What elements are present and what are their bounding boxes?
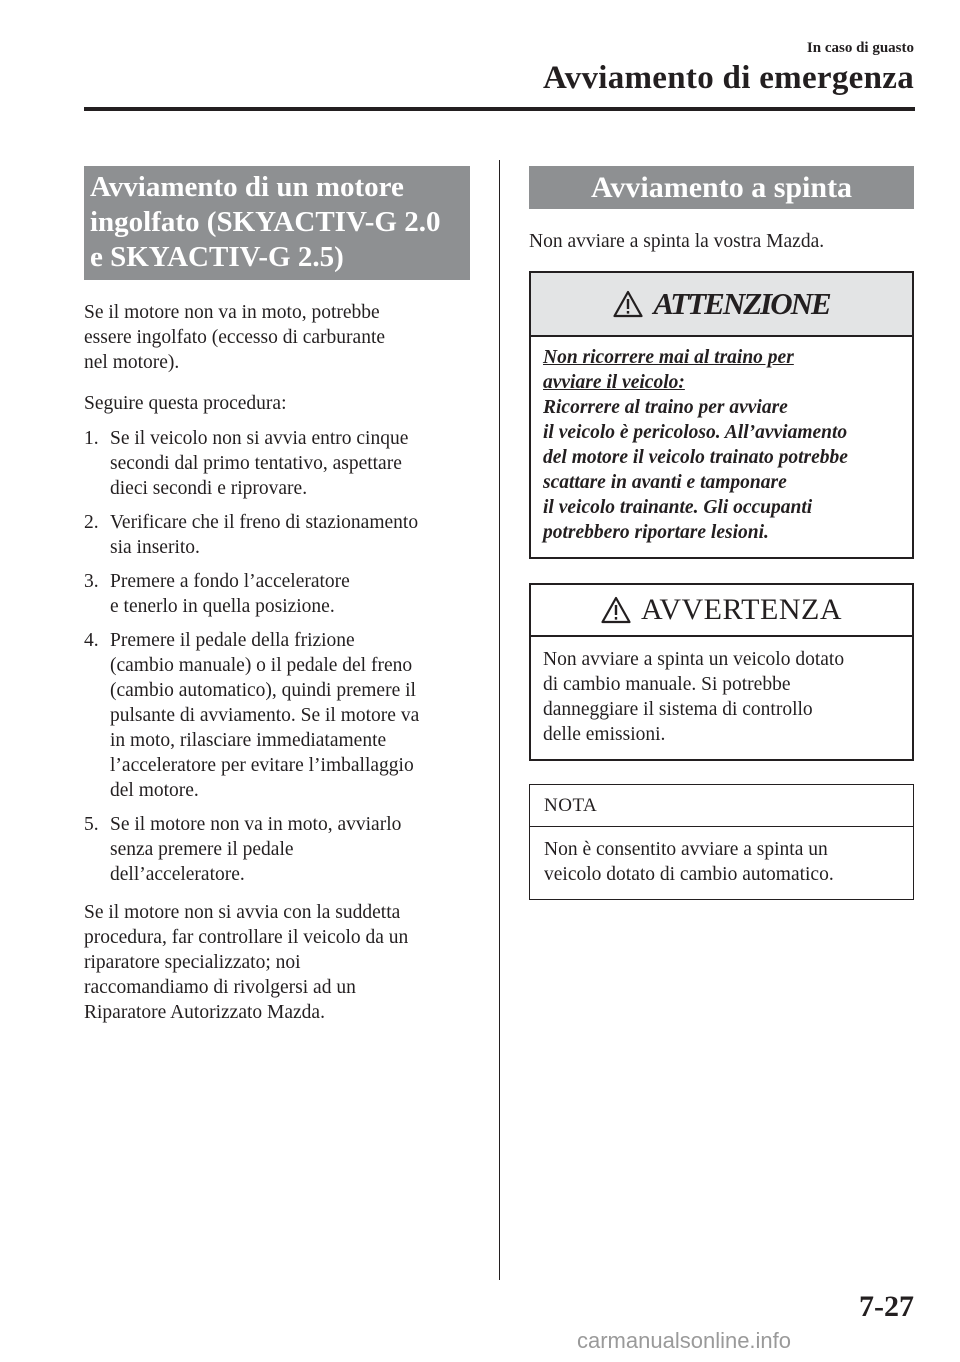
procedure-step-5 — [84, 812, 470, 887]
heading-line: ingolfato (SKYACTIV-G 2.0 — [90, 206, 441, 238]
avvertenza-box — [529, 583, 914, 761]
step-text — [110, 569, 470, 619]
text-line: secondi dal primo tentativo, aspettare — [110, 453, 402, 474]
text-line: Non avviare a spinta un veicolo dotato — [543, 649, 845, 670]
nota-body — [530, 827, 913, 899]
avvertenza-body — [531, 637, 912, 759]
text-line: essere ingolfato (eccesso di carburante — [84, 327, 386, 348]
text-line: dell’acceleratore. — [110, 864, 245, 885]
text-line: del motore. — [110, 780, 199, 801]
step-number: 1. — [84, 428, 99, 449]
push-start-intro: Non avviare a spinta la vostra Mazda. — [529, 231, 825, 252]
procedure-steps — [84, 426, 470, 887]
attenzione-title-text: ATTENZIONE — [653, 286, 830, 321]
text-line: Non ricorrere mai al traino per — [543, 347, 794, 368]
avvertenza-title — [531, 585, 912, 637]
step-text — [110, 426, 470, 501]
text-line: Premere il pedale della frizione — [110, 630, 355, 651]
text-line: Se il veicolo non si avvia entro cinque — [110, 428, 409, 449]
left-column — [84, 166, 470, 1025]
text-line: il veicolo trainante. Gli occupanti — [543, 497, 813, 518]
text-line: procedura, far controllare il veicolo da un — [84, 927, 409, 948]
text-line: (cambio manuale) o il pedale del freno — [110, 655, 413, 676]
attenzione-box — [529, 271, 914, 559]
page-number: 7-27 — [859, 1290, 914, 1323]
header-rule — [84, 107, 915, 111]
text-line: Verificare che il freno di stazionamento — [110, 512, 419, 533]
warning-triangle-icon — [601, 596, 631, 624]
step-text — [110, 628, 470, 803]
text-line: del motore il veicolo trainato potrebbe — [543, 447, 848, 468]
header-chapter-title: Avviamento di emergenza — [542, 60, 914, 96]
text-line: dieci secondi e riprovare. — [110, 478, 308, 499]
step-number: 2. — [84, 512, 99, 533]
heading-line: e SKYACTIV-G 2.5) — [90, 241, 344, 273]
text-line: Se il motore non va in moto, avviarlo — [110, 814, 402, 835]
step-number: 3. — [84, 571, 99, 592]
attenzione-title — [531, 273, 912, 337]
text-line: Se il motore non si avvia con la suddetta — [84, 902, 401, 923]
text-line: l’acceleratore per evitare l’imballaggio — [110, 755, 414, 776]
intro-paragraph — [84, 300, 470, 375]
closing-paragraph — [84, 900, 470, 1025]
right-column — [529, 166, 914, 900]
text-line: e tenerlo in quella posizione. — [110, 596, 335, 617]
procedure-step-2 — [84, 510, 470, 560]
text-line: Non è consentito avviare a spinta un — [544, 839, 828, 860]
text-line: Riparatore Autorizzato Mazda. — [84, 1002, 325, 1023]
text-line: Ricorrere al traino per avviare — [543, 397, 788, 418]
procedure-label: Seguire questa procedura: — [84, 393, 287, 414]
attenzione-body — [531, 337, 912, 557]
text-line: danneggiare il sistema di controllo — [543, 699, 813, 720]
text-line: il veicolo è pericoloso. All’avviamento — [543, 422, 848, 443]
footer-watermark-url: carmanualsonline.info — [577, 1328, 792, 1353]
warning-triangle-icon — [613, 290, 643, 318]
section-heading-push-start: Avviamento a spinta — [529, 166, 914, 209]
column-divider — [499, 160, 500, 1280]
text-line: nel motore). — [84, 352, 180, 373]
text-line: in moto, rilasciare immediatamente — [110, 730, 387, 751]
text-line: delle emissioni. — [543, 724, 666, 745]
text-line: senza premere il pedale — [110, 839, 294, 860]
heading-line: Avviamento di un motore — [90, 171, 404, 203]
text-line: Se il motore non va in moto, potrebbe — [84, 302, 380, 323]
section-heading-flooded-engine — [84, 166, 470, 280]
nota-title: NOTA — [530, 785, 913, 827]
text-line: veicolo dotato di cambio automatico. — [544, 864, 834, 885]
header-section-label: In caso di guasto — [806, 40, 914, 56]
text-line: potrebbero riportare lesioni. — [543, 522, 769, 543]
text-line: (cambio automatico), quindi premere il — [110, 680, 416, 701]
step-text — [110, 812, 470, 887]
text-line: avviare il veicolo: — [543, 372, 685, 393]
procedure-step-3 — [84, 569, 470, 619]
step-text — [110, 510, 470, 560]
text-line: Premere a fondo l’acceleratore — [110, 571, 350, 592]
step-number: 5. — [84, 814, 99, 835]
step-number: 4. — [84, 630, 99, 651]
text-line: raccomandiamo di rivolgersi ad un — [84, 977, 356, 998]
text-line: pulsante di avviamento. Se il motore va — [110, 705, 420, 726]
text-line: sia inserito. — [110, 537, 200, 558]
nota-box — [529, 784, 914, 900]
procedure-step-1 — [84, 426, 470, 501]
procedure-step-4 — [84, 628, 470, 803]
avvertenza-title-text: AVVERTENZA — [641, 593, 842, 626]
text-line: scattare in avanti e tamponare — [543, 472, 787, 493]
text-line: riparatore specializzato; noi — [84, 952, 301, 973]
text-line: di cambio manuale. Si potrebbe — [543, 674, 791, 695]
